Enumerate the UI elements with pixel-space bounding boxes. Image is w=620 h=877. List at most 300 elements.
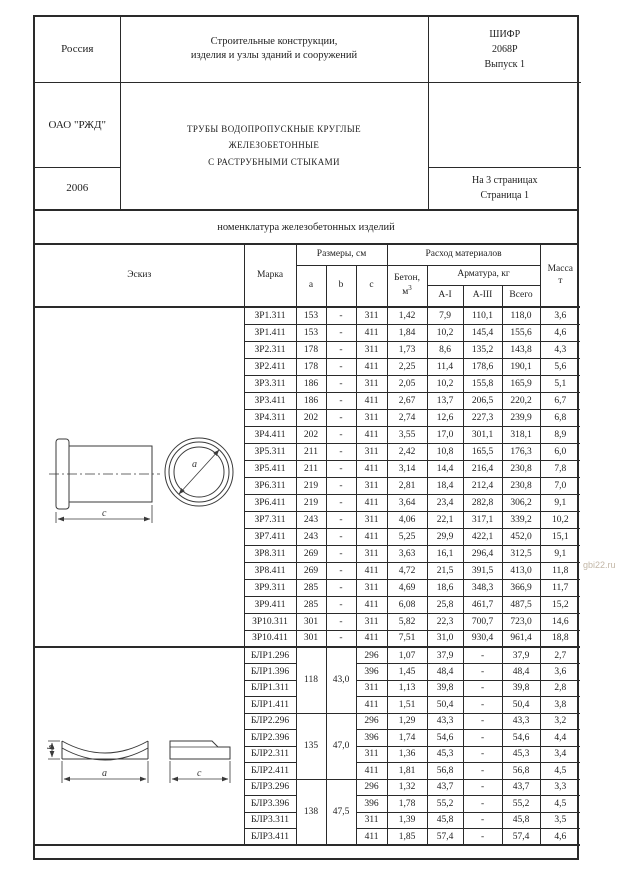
rebar-total-cell: 143,8: [502, 341, 540, 358]
rebar-total-cell: 48,4: [502, 664, 540, 681]
dim-a-cell: 135: [296, 713, 326, 779]
dim-c-cell: 311: [356, 545, 387, 562]
rebar-aiii-cell: 216,4: [463, 460, 502, 477]
dim-a-cell: 211: [296, 460, 326, 477]
rebar-aiii-cell: 422,1: [463, 528, 502, 545]
dim-c-cell: 311: [356, 812, 387, 829]
mark-cell: ЗР1.411: [244, 324, 296, 341]
dim-a-cell: 243: [296, 528, 326, 545]
col-header-rebar-ai: А-I: [427, 285, 463, 307]
rebar-total-cell: 54,6: [502, 730, 540, 747]
mark-cell: ЗР8.311: [244, 545, 296, 562]
rebar-aiii-cell: 135,2: [463, 341, 502, 358]
dim-c-cell: 311: [356, 680, 387, 697]
rebar-ai-cell: 56,8: [427, 763, 463, 780]
col-header-dimensions: Размеры, см: [296, 245, 387, 265]
rebar-ai-cell: 43,3: [427, 713, 463, 730]
concrete-volume-cell: 4,72: [387, 562, 427, 579]
rebar-aiii-cell: -: [463, 730, 502, 747]
dim-c-cell: 311: [356, 443, 387, 460]
rebar-ai-cell: 18,6: [427, 579, 463, 596]
dim-b-cell: -: [326, 426, 356, 443]
rebar-total-cell: 413,0: [502, 562, 540, 579]
rebar-total-cell: 176,3: [502, 443, 540, 460]
mark-cell: ЗР6.411: [244, 494, 296, 511]
rebar-aiii-cell: -: [463, 746, 502, 763]
product-title-cell: [120, 82, 428, 209]
rebar-ai-cell: 54,6: [427, 730, 463, 747]
cipher-label: ШИФР: [489, 28, 521, 40]
rebar-total-cell: 318,1: [502, 426, 540, 443]
dim-a-cell: 118: [296, 647, 326, 713]
rebar-total-cell: 239,9: [502, 409, 540, 426]
saddle-sketch: [44, 691, 234, 801]
rebar-ai-cell: 45,3: [427, 746, 463, 763]
rebar-total-cell: 230,8: [502, 460, 540, 477]
pipe-side-view: [49, 439, 160, 523]
mass-cell: 4,5: [540, 763, 580, 780]
dim-a-cell: 269: [296, 545, 326, 562]
dim-c-cell: 411: [356, 528, 387, 545]
mass-cell: 3,5: [540, 812, 580, 829]
empty-footer-cell: [35, 845, 580, 858]
concrete-volume-cell: 1,73: [387, 341, 427, 358]
concrete-volume-cell: 2,42: [387, 443, 427, 460]
rebar-total-cell: 190,1: [502, 358, 540, 375]
issue-number: Выпуск 1: [484, 58, 526, 70]
dim-c-cell: 311: [356, 579, 387, 596]
dim-c-cell: 411: [356, 829, 387, 846]
rebar-aiii-cell: 301,1: [463, 426, 502, 443]
dim-c-cell: 311: [356, 307, 387, 324]
pipe-cross-section: [165, 438, 233, 506]
rebar-aiii-cell: -: [463, 647, 502, 664]
rebar-aiii-cell: 700,7: [463, 613, 502, 630]
mass-cell: 11,8: [540, 562, 580, 579]
mass-cell: 4,5: [540, 796, 580, 813]
concrete-volume-cell: 1,81: [387, 763, 427, 780]
mark-cell: ЗР8.411: [244, 562, 296, 579]
mark-cell: БЛР3.411: [244, 829, 296, 846]
concrete-volume-cell: 1,29: [387, 713, 427, 730]
product-title-line1: ТРУБЫ ВОДОПРОПУСКНЫЕ КРУГЛЫЕ: [186, 123, 362, 134]
dim-a-cell: 153: [296, 324, 326, 341]
series-title-cell: [120, 17, 428, 82]
rebar-ai-cell: 10,8: [427, 443, 463, 460]
rebar-aiii-cell: -: [463, 779, 502, 796]
nomenclature-band: [35, 209, 577, 245]
mass-label-line2: т: [558, 275, 563, 286]
rebar-ai-cell: 23,4: [427, 494, 463, 511]
mass-cell: 4,6: [540, 324, 580, 341]
mass-cell: 5,1: [540, 375, 580, 392]
dim-c-cell: 411: [356, 494, 387, 511]
rebar-ai-cell: 18,4: [427, 477, 463, 494]
concrete-volume-cell: 2,05: [387, 375, 427, 392]
dim-c-cell: 411: [356, 596, 387, 613]
concrete-volume-cell: 1,42: [387, 307, 427, 324]
cipher-cell: [428, 17, 581, 82]
rebar-aiii-cell: 930,4: [463, 630, 502, 647]
mass-cell: 11,7: [540, 579, 580, 596]
mass-cell: 9,1: [540, 545, 580, 562]
dim-a-cell: 202: [296, 426, 326, 443]
rebar-aiii-cell: 110,1: [463, 307, 502, 324]
mass-cell: 2,7: [540, 647, 580, 664]
mass-cell: 3,6: [540, 307, 580, 324]
mass-cell: 6,7: [540, 392, 580, 409]
mass-cell: 3,8: [540, 697, 580, 714]
rebar-total-cell: 57,4: [502, 829, 540, 846]
rebar-ai-cell: 12,6: [427, 409, 463, 426]
pipe-sketch-cell: [35, 307, 244, 647]
rebar-aiii-cell: 282,8: [463, 494, 502, 511]
dim-b-cell: 43,0: [326, 647, 356, 713]
pages-info-cell: [428, 167, 581, 209]
saddle-front-view: [46, 741, 148, 783]
dim-b-cell: -: [326, 307, 356, 324]
rebar-ai-cell: 43,7: [427, 779, 463, 796]
rebar-aiii-cell: -: [463, 713, 502, 730]
mass-cell: 6,0: [540, 443, 580, 460]
table-header: [35, 245, 580, 307]
dim-a-cell: 285: [296, 596, 326, 613]
mark-cell: ЗР7.411: [244, 528, 296, 545]
rebar-ai-cell: 29,9: [427, 528, 463, 545]
dim-a-cell: 301: [296, 630, 326, 647]
dim-a-cell: 153: [296, 307, 326, 324]
rebar-total-cell: 55,2: [502, 796, 540, 813]
mass-cell: 4,6: [540, 829, 580, 846]
page-number: Страница 1: [480, 190, 529, 202]
mass-cell: 4,4: [540, 730, 580, 747]
concrete-volume-cell: 5,25: [387, 528, 427, 545]
dim-a-cell: 285: [296, 579, 326, 596]
concrete-volume-cell: 1,32: [387, 779, 427, 796]
dim-c-cell: 396: [356, 730, 387, 747]
dim-c-cell: 411: [356, 697, 387, 714]
dim-b-cell: -: [326, 341, 356, 358]
rebar-aiii-cell: 296,4: [463, 545, 502, 562]
rebar-total-cell: 39,8: [502, 680, 540, 697]
dim-b-cell: -: [326, 630, 356, 647]
rebar-total-cell: 45,3: [502, 746, 540, 763]
dim-a-cell: 178: [296, 358, 326, 375]
dim-b-cell: -: [326, 613, 356, 630]
company-cell: ОАО "РЖД": [35, 82, 120, 167]
mass-cell: 5,6: [540, 358, 580, 375]
rebar-total-cell: 56,8: [502, 763, 540, 780]
zr-table-row: [35, 307, 580, 324]
col-header-rebar: Арматура, кг: [427, 265, 540, 285]
dim-c-cell: 411: [356, 562, 387, 579]
concrete-volume-cell: 2,74: [387, 409, 427, 426]
rebar-aiii-cell: -: [463, 812, 502, 829]
rebar-aiii-cell: -: [463, 697, 502, 714]
dim-b-cell: -: [326, 528, 356, 545]
rebar-ai-cell: 7,9: [427, 307, 463, 324]
concrete-unit-superscript: 3: [408, 284, 412, 293]
product-title-line2: ЖЕЛЕЗОБЕТОННЫЕ: [228, 140, 320, 151]
dim-c-cell: 396: [356, 664, 387, 681]
mass-cell: 7,0: [540, 477, 580, 494]
col-header-materials: Расход материалов: [387, 245, 540, 265]
rebar-total-cell: 312,5: [502, 545, 540, 562]
nomenclature-title: номенклатура железобетонных изделий: [217, 221, 395, 233]
dim-a-cell: 138: [296, 779, 326, 845]
mass-label-line1: Масса: [547, 264, 573, 275]
mass-cell: 3,2: [540, 713, 580, 730]
rebar-ai-cell: 17,0: [427, 426, 463, 443]
rebar-total-cell: 723,0: [502, 613, 540, 630]
rebar-aiii-cell: 145,4: [463, 324, 502, 341]
dim-b-cell: -: [326, 511, 356, 528]
mass-cell: 10,2: [540, 511, 580, 528]
mark-cell: БЛР3.396: [244, 796, 296, 813]
concrete-volume-cell: 4,06: [387, 511, 427, 528]
mark-cell: БЛР1.311: [244, 680, 296, 697]
dim-c-cell: 396: [356, 796, 387, 813]
col-header-b: b: [326, 265, 356, 307]
dim-a-cell: 186: [296, 375, 326, 392]
mass-cell: 7,8: [540, 460, 580, 477]
mark-cell: БЛР2.296: [244, 713, 296, 730]
concrete-volume-cell: 1,36: [387, 746, 427, 763]
rebar-total-cell: 339,2: [502, 511, 540, 528]
dim-b-cell: 47,5: [326, 779, 356, 845]
rebar-ai-cell: 39,8: [427, 680, 463, 697]
mark-cell: ЗР10.311: [244, 613, 296, 630]
dim-c-cell: 311: [356, 375, 387, 392]
mark-cell: БЛР1.396: [244, 664, 296, 681]
dim-c-cell: 296: [356, 779, 387, 796]
mark-cell: БЛР1.411: [244, 697, 296, 714]
mark-cell: ЗР4.411: [244, 426, 296, 443]
rebar-total-cell: 45,8: [502, 812, 540, 829]
mass-cell: 4,3: [540, 341, 580, 358]
dim-a-cell: 202: [296, 409, 326, 426]
rebar-aiii-cell: 391,5: [463, 562, 502, 579]
mass-cell: 3,4: [540, 746, 580, 763]
year-cell: 2006: [35, 167, 120, 209]
mass-cell: 3,3: [540, 779, 580, 796]
mark-cell: БЛР3.296: [244, 779, 296, 796]
rebar-ai-cell: 14,4: [427, 460, 463, 477]
dim-b-cell: -: [326, 596, 356, 613]
mass-cell: 15,1: [540, 528, 580, 545]
rebar-total-cell: 37,9: [502, 647, 540, 664]
dim-c-cell: 311: [356, 613, 387, 630]
dim-c-cell: 311: [356, 746, 387, 763]
concrete-volume-cell: 3,55: [387, 426, 427, 443]
rebar-ai-cell: 22,3: [427, 613, 463, 630]
rebar-ai-cell: 48,4: [427, 664, 463, 681]
col-header-mass: [540, 245, 580, 307]
dim-b-cell: -: [326, 409, 356, 426]
rebar-ai-cell: 22,1: [427, 511, 463, 528]
rebar-ai-cell: 11,4: [427, 358, 463, 375]
dim-c-cell: 411: [356, 324, 387, 341]
mark-cell: ЗР9.411: [244, 596, 296, 613]
empty-cell: [428, 82, 581, 167]
dim-a-cell: 186: [296, 392, 326, 409]
rebar-aiii-cell: -: [463, 796, 502, 813]
concrete-volume-cell: 1,13: [387, 680, 427, 697]
dim-b-cell: -: [326, 375, 356, 392]
dim-b-cell: 47,0: [326, 713, 356, 779]
concrete-volume-cell: 3,14: [387, 460, 427, 477]
mark-cell: ЗР1.311: [244, 307, 296, 324]
pipe-sketch: [44, 422, 234, 532]
rebar-total-cell: 306,2: [502, 494, 540, 511]
col-header-rebar-aiii: А-III: [463, 285, 502, 307]
rebar-aiii-cell: 212,4: [463, 477, 502, 494]
rebar-total-cell: 366,9: [502, 579, 540, 596]
rebar-ai-cell: 13,7: [427, 392, 463, 409]
rebar-total-cell: 961,4: [502, 630, 540, 647]
rebar-ai-cell: 50,4: [427, 697, 463, 714]
document-sheet: [33, 15, 579, 860]
rebar-aiii-cell: 461,7: [463, 596, 502, 613]
cipher-number: 2068Р: [491, 43, 518, 55]
rebar-total-cell: 43,3: [502, 713, 540, 730]
concrete-volume-cell: 6,08: [387, 596, 427, 613]
concrete-volume-cell: 2,25: [387, 358, 427, 375]
dim-c-cell: 411: [356, 630, 387, 647]
rebar-ai-cell: 10,2: [427, 375, 463, 392]
rebar-ai-cell: 16,1: [427, 545, 463, 562]
mass-cell: 14,6: [540, 613, 580, 630]
rebar-aiii-cell: 227,3: [463, 409, 502, 426]
dim-b-cell: -: [326, 477, 356, 494]
dim-c-cell: 296: [356, 713, 387, 730]
dim-c-cell: 311: [356, 341, 387, 358]
blr-section-body: [35, 647, 580, 845]
mark-cell: БЛР2.396: [244, 730, 296, 747]
mass-cell: 8,9: [540, 426, 580, 443]
series-title-line1: Строительные конструкции,: [210, 36, 338, 48]
pages-count: На 3 страницах: [471, 175, 538, 187]
title-block: [35, 17, 581, 209]
rebar-total-cell: 220,2: [502, 392, 540, 409]
dim-a-cell: 219: [296, 494, 326, 511]
mark-cell: ЗР2.311: [244, 341, 296, 358]
col-header-rebar-total: Всего: [502, 285, 540, 307]
rebar-aiii-cell: -: [463, 829, 502, 846]
mark-cell: ЗР10.411: [244, 630, 296, 647]
mark-cell: ЗР5.311: [244, 443, 296, 460]
dim-a-cell: 269: [296, 562, 326, 579]
rebar-total-cell: 165,9: [502, 375, 540, 392]
concrete-volume-cell: 1,51: [387, 697, 427, 714]
rebar-aiii-cell: 348,3: [463, 579, 502, 596]
dim-c-cell: 311: [356, 409, 387, 426]
mark-cell: БЛР2.311: [244, 746, 296, 763]
concrete-volume-cell: 1,07: [387, 647, 427, 664]
saddle-dim-c-label: c: [197, 768, 202, 779]
dim-c-cell: 411: [356, 392, 387, 409]
rebar-total-cell: 43,7: [502, 779, 540, 796]
mass-cell: 9,1: [540, 494, 580, 511]
zr-section-body: [35, 307, 580, 647]
table-footer-band: [35, 845, 580, 858]
rebar-aiii-cell: -: [463, 664, 502, 681]
dim-b-cell: -: [326, 562, 356, 579]
concrete-volume-cell: 2,81: [387, 477, 427, 494]
rebar-aiii-cell: 155,8: [463, 375, 502, 392]
rebar-ai-cell: 37,9: [427, 647, 463, 664]
concrete-volume-cell: 1,39: [387, 812, 427, 829]
rebar-aiii-cell: 206,5: [463, 392, 502, 409]
col-header-sketch: Эскиз: [35, 245, 244, 307]
dim-b-cell: -: [326, 358, 356, 375]
concrete-volume-cell: 3,63: [387, 545, 427, 562]
mark-cell: ЗР6.311: [244, 477, 296, 494]
pipe-dim-c-label: c: [102, 508, 107, 519]
mass-cell: 6,8: [540, 409, 580, 426]
mass-cell: 2,8: [540, 680, 580, 697]
dim-b-cell: -: [326, 460, 356, 477]
dim-c-cell: 311: [356, 511, 387, 528]
concrete-volume-cell: 4,69: [387, 579, 427, 596]
dim-a-cell: 219: [296, 477, 326, 494]
rebar-ai-cell: 57,4: [427, 829, 463, 846]
series-title-line2: изделия и узлы зданий и сооружений: [190, 50, 358, 62]
mark-cell: БЛР2.411: [244, 763, 296, 780]
mark-cell: ЗР7.311: [244, 511, 296, 528]
rebar-total-cell: 50,4: [502, 697, 540, 714]
rebar-aiii-cell: 317,1: [463, 511, 502, 528]
col-header-mark: Марка: [244, 245, 296, 307]
saddle-side-view: [170, 741, 230, 783]
dim-c-cell: 296: [356, 647, 387, 664]
concrete-volume-cell: 2,67: [387, 392, 427, 409]
concrete-volume-cell: 5,82: [387, 613, 427, 630]
mark-cell: ЗР9.311: [244, 579, 296, 596]
concrete-label-line2: $м^3$: [402, 284, 412, 298]
dim-c-cell: 411: [356, 426, 387, 443]
concrete-volume-cell: 1,85: [387, 829, 427, 846]
mark-cell: ЗР4.311: [244, 409, 296, 426]
rebar-aiii-cell: 178,6: [463, 358, 502, 375]
rebar-total-cell: 452,0: [502, 528, 540, 545]
mark-cell: ЗР3.411: [244, 392, 296, 409]
col-header-concrete: [387, 265, 427, 307]
concrete-label-line1: Бетон,: [394, 272, 420, 283]
dim-c-cell: 411: [356, 763, 387, 780]
concrete-volume-cell: 1,45: [387, 664, 427, 681]
rebar-total-cell: 155,6: [502, 324, 540, 341]
rebar-ai-cell: 21,5: [427, 562, 463, 579]
saddle-dim-a-label: a: [102, 768, 108, 779]
saddle-sketch-cell: [35, 647, 244, 845]
rebar-total-cell: 230,8: [502, 477, 540, 494]
rebar-total-cell: 118,0: [502, 307, 540, 324]
rebar-total-cell: 487,5: [502, 596, 540, 613]
product-title-line3: С РАСТРУБНЫМИ СТЫКАМИ: [208, 157, 340, 168]
mark-cell: БЛР3.311: [244, 812, 296, 829]
rebar-aiii-cell: -: [463, 680, 502, 697]
mass-cell: 15,2: [540, 596, 580, 613]
dim-a-cell: 301: [296, 613, 326, 630]
dim-b-cell: -: [326, 392, 356, 409]
rebar-ai-cell: 31,0: [427, 630, 463, 647]
dim-a-cell: 178: [296, 341, 326, 358]
blr-table-row: [35, 647, 580, 664]
dim-b-cell: -: [326, 545, 356, 562]
pipe-dim-a-label: a: [192, 459, 198, 470]
nomenclature-table: [35, 245, 580, 858]
